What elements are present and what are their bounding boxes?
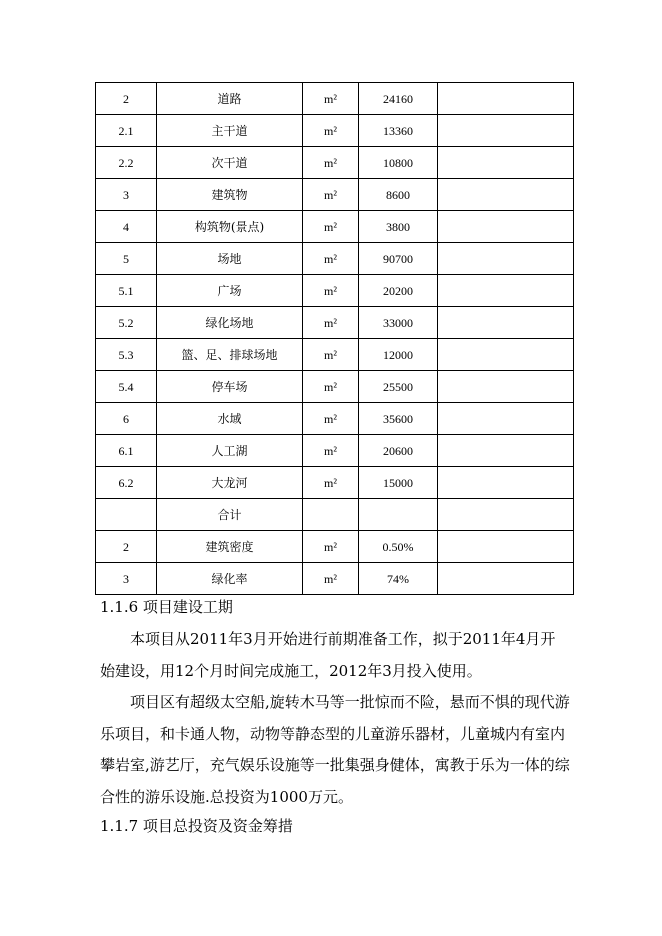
row-unit: m² — [303, 435, 359, 467]
row-name: 建筑物 — [157, 179, 303, 211]
row-number: 5.4 — [96, 371, 157, 403]
row-unit — [303, 499, 359, 531]
row-name: 绿化场地 — [157, 307, 303, 339]
table-row — [96, 115, 574, 147]
row-name: 水域 — [157, 403, 303, 435]
row-number: 2 — [96, 83, 157, 115]
table-row — [96, 211, 574, 243]
table-row — [96, 147, 574, 179]
row-note — [438, 563, 574, 595]
table-row — [96, 179, 574, 211]
row-note — [438, 339, 574, 371]
row-name: 停车场 — [157, 371, 303, 403]
row-unit: m² — [303, 211, 359, 243]
section-heading-116: 1.1.6 项目建设工期 — [100, 598, 233, 616]
row-name: 构筑物(景点) — [157, 211, 303, 243]
row-name: 场地 — [157, 243, 303, 275]
table-row — [96, 403, 574, 435]
row-value — [359, 499, 438, 531]
row-note — [438, 115, 574, 147]
row-unit: m² — [303, 307, 359, 339]
row-unit: m² — [303, 243, 359, 275]
row-number: 5.1 — [96, 275, 157, 307]
row-unit: m² — [303, 563, 359, 595]
row-name: 合计 — [157, 499, 303, 531]
row-number: 5 — [96, 243, 157, 275]
row-value: 25500 — [359, 371, 438, 403]
row-name: 主干道 — [157, 115, 303, 147]
row-value: 13360 — [359, 115, 438, 147]
row-note — [438, 403, 574, 435]
table-row — [96, 243, 574, 275]
row-note — [438, 499, 574, 531]
table-row — [96, 531, 574, 563]
row-unit: m² — [303, 275, 359, 307]
row-name: 大龙河 — [157, 467, 303, 499]
schedule-paragraph: 本项目从2011年3月开始进行前期准备工作，拟于2011年4月开始建设，用12个月时间完成施工，2012年3月投入使用。 — [100, 630, 556, 680]
row-note — [438, 371, 574, 403]
row-value: 74% — [359, 563, 438, 595]
section-heading-117: 1.1.7 项目总投资及资金筹措 — [100, 817, 293, 835]
row-unit: m² — [303, 339, 359, 371]
land-use-table-body — [96, 83, 574, 595]
row-note — [438, 243, 574, 275]
land-use-table — [95, 82, 574, 595]
row-value: 20600 — [359, 435, 438, 467]
row-name: 广场 — [157, 275, 303, 307]
facilities-paragraph: 项目区有超级太空船,旋转木马等一批惊而不险，悬而不惧的现代游乐项目，和卡通人物，动物等静态型的儿童游乐器材，儿童城内有室内攀岩室,游艺厅，充气娱乐设施等一批集强身健体，寓教于乐为一体的综合性的游乐设施.总投资为1000万元。 — [100, 693, 570, 806]
row-note — [438, 211, 574, 243]
table-row — [96, 563, 574, 595]
table-row — [96, 83, 574, 115]
table-row — [96, 275, 574, 307]
row-note — [438, 435, 574, 467]
row-unit: m² — [303, 467, 359, 499]
row-unit: m² — [303, 83, 359, 115]
row-number: 6.1 — [96, 435, 157, 467]
row-number: 5.3 — [96, 339, 157, 371]
row-unit: m² — [303, 115, 359, 147]
row-value: 8600 — [359, 179, 438, 211]
row-value: 90700 — [359, 243, 438, 275]
row-value: 12000 — [359, 339, 438, 371]
row-number: 6.2 — [96, 467, 157, 499]
row-number: 6 — [96, 403, 157, 435]
row-unit: m² — [303, 531, 359, 563]
row-note — [438, 179, 574, 211]
row-name: 篮、足、排球场地 — [157, 339, 303, 371]
row-value: 33000 — [359, 307, 438, 339]
row-value: 24160 — [359, 83, 438, 115]
section-116-body — [100, 624, 570, 813]
row-value: 15000 — [359, 467, 438, 499]
row-number: 2.1 — [96, 115, 157, 147]
row-note — [438, 531, 574, 563]
row-note — [438, 307, 574, 339]
row-value: 20200 — [359, 275, 438, 307]
table-row — [96, 307, 574, 339]
row-value: 10800 — [359, 147, 438, 179]
row-value: 0.50% — [359, 531, 438, 563]
row-name: 建筑密度 — [157, 531, 303, 563]
row-name: 道路 — [157, 83, 303, 115]
row-name: 绿化率 — [157, 563, 303, 595]
row-value: 3800 — [359, 211, 438, 243]
row-number: 2 — [96, 531, 157, 563]
row-number: 2.2 — [96, 147, 157, 179]
row-number: 4 — [96, 211, 157, 243]
row-unit: m² — [303, 179, 359, 211]
row-number: 3 — [96, 179, 157, 211]
table-row — [96, 435, 574, 467]
table-row — [96, 499, 574, 531]
row-number — [96, 499, 157, 531]
row-note — [438, 467, 574, 499]
row-note — [438, 147, 574, 179]
row-note — [438, 275, 574, 307]
row-unit: m² — [303, 403, 359, 435]
row-value: 35600 — [359, 403, 438, 435]
row-unit: m² — [303, 147, 359, 179]
row-number: 3 — [96, 563, 157, 595]
table-row — [96, 371, 574, 403]
row-note — [438, 83, 574, 115]
row-name: 次干道 — [157, 147, 303, 179]
row-number: 5.2 — [96, 307, 157, 339]
table-row — [96, 339, 574, 371]
row-name: 人工湖 — [157, 435, 303, 467]
row-unit: m² — [303, 371, 359, 403]
table-row — [96, 467, 574, 499]
